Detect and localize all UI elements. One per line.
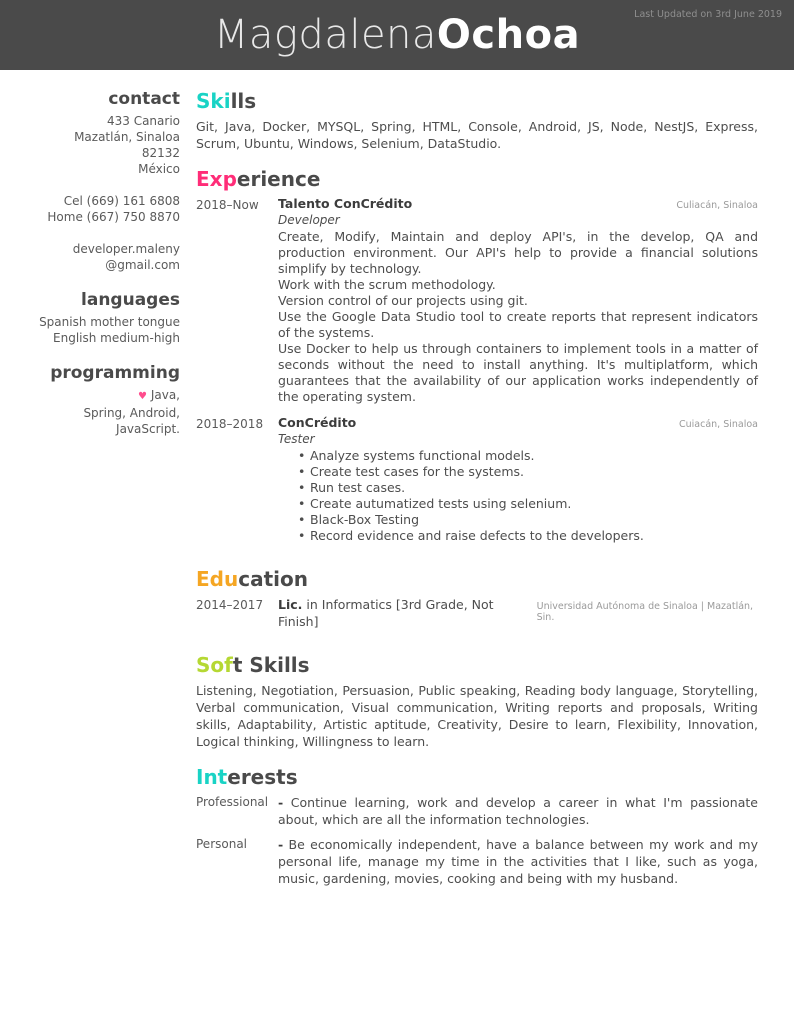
experience-paragraph: Use the Google Data Studio tool to create reports that represent indicators of the systems.: [278, 309, 758, 340]
contact-address-line-2: Mazatlán, Sinaloa: [74, 130, 180, 144]
list-item: • Analyze systems functional models.: [278, 448, 758, 464]
list-item: • Black-Box Testing: [278, 512, 758, 528]
sidebar-languages-heading: languages: [81, 290, 180, 310]
section-title-soft-skills-highlight: Sof: [196, 653, 233, 677]
education-entry-degree: [278, 596, 521, 630]
experience-entry-bullets: [278, 448, 758, 544]
education-entry: [196, 596, 758, 630]
programming-line-1: [0, 387, 180, 405]
experience-entry-company: ConCrédito: [278, 415, 357, 430]
interest-body: Continue learning, work and develop a career in what I'm passionate about, which are all the information technologies.: [278, 795, 758, 827]
contact-phone-home: Home (667) 750 8870: [47, 210, 180, 224]
experience-entry-role: Tester: [278, 432, 315, 446]
education-degree-abbr: Lic.: [278, 597, 303, 612]
section-title-experience: [196, 166, 758, 192]
experience-entry-header: [278, 196, 758, 212]
section-title-soft-skills: [196, 652, 758, 678]
section-skills: [196, 88, 758, 152]
section-title-experience-highlight: Exp: [196, 167, 237, 191]
interest-dash: -: [278, 795, 284, 810]
experience-entry-location: Culiacán, Sinaloa: [676, 200, 758, 211]
last-name: Ochoa: [436, 12, 581, 58]
section-title-interests-highlight: Int: [196, 765, 228, 789]
sidebar-contact-heading: contact: [108, 89, 180, 109]
experience-entry-location: Cuiacán, Sinaloa: [678, 419, 758, 430]
education-entry-university: Universidad Autónoma de Sinaloa | Mazatlán, Sin.: [536, 601, 754, 623]
section-title-education: [196, 566, 758, 592]
first-name: Magdalena: [213, 12, 437, 58]
sidebar-languages-block: [0, 289, 180, 346]
experience-entry: [196, 196, 758, 405]
section-title-skills-rest: lls: [230, 89, 257, 113]
experience-paragraph: Version control of our projects using git.: [278, 293, 528, 308]
list-item: • Record evidence and raise defects to the developers.: [278, 528, 758, 544]
interest-text-professional: [278, 794, 758, 828]
experience-paragraph: Use Docker to help us through containers to implement tools in a matter of seconds without the need to install anything. It's multiplatform, which guarantees that the availability of our application works independently of the operating system.: [278, 341, 758, 404]
document-header: [0, 0, 794, 70]
language-item-english: English medium-high: [53, 331, 180, 345]
contact-email-line-2[interactable]: @gmail.com: [105, 258, 180, 272]
contact-address-line-1: 433 Canario: [106, 114, 180, 128]
experience-entry-role: Developer: [278, 213, 340, 227]
sidebar: [0, 88, 196, 901]
interest-label-professional: Professional: [196, 795, 269, 809]
experience-paragraph: Work with the scrum methodology.: [278, 277, 496, 292]
experience-entry-body: [278, 415, 758, 544]
interest-text-personal: [278, 836, 758, 887]
list-item: • Create test cases for the systems.: [278, 464, 758, 480]
interest-row: [196, 836, 758, 887]
experience-entry-header: [278, 415, 758, 431]
experience-entry-body: [278, 196, 758, 405]
section-title-skills-highlight: Ski: [196, 89, 231, 113]
soft-skills-text: Listening, Negotiation, Persuasion, Public speaking, Reading body language, Storytelling, Verbal communication, Visual communication, Writing reports and proposals, Writing skills, Adaptability, Artistic aptitude, Creativity, Desire to learn, Flexibility, Innovation, Logical thinking, Willingness to learn.: [196, 683, 758, 749]
section-title-education-rest: cation: [238, 567, 308, 591]
section-title-interests: [196, 764, 758, 790]
section-title-skills: [196, 88, 758, 114]
experience-entry-date: 2018–2018: [196, 417, 264, 431]
programming-item-spring-android: Spring, Android,: [83, 406, 180, 420]
section-experience: [196, 166, 758, 544]
contact-address-line-3: 82132: [141, 146, 180, 160]
language-item-spanish: Spanish mother tongue: [39, 315, 180, 329]
list-item: • Run test cases.: [278, 480, 758, 496]
sidebar-contact-block: [0, 88, 180, 273]
section-education: [196, 566, 758, 630]
document-body: [0, 70, 794, 901]
programming-item-javascript: JavaScript.: [116, 422, 180, 436]
education-degree-detail: in Informatics [3rd Grade, Not Finish]: [278, 597, 494, 629]
contact-phone-cell: Cel (669) 161 6808: [63, 194, 180, 208]
experience-entry: [196, 415, 758, 544]
main-content: [196, 88, 794, 901]
section-interests: [196, 764, 758, 887]
skills-text: Git, Java, Docker, MYSQL, Spring, HTML, Console, Android, JS, Node, NestJS, Express, Scrum, Ubuntu, Windows, Selenium, DataStudio.: [196, 119, 758, 151]
section-title-soft-skills-rest: t Skills: [232, 653, 310, 677]
page-title: [213, 12, 581, 58]
interest-row: [196, 794, 758, 828]
list-item: • Create autumatized tests using selenium.: [278, 496, 758, 512]
section-soft-skills: [196, 652, 758, 750]
experience-paragraph: Create, Modify, Maintain and deploy API's, in the develop, QA and production environment. Our API's help to provide a financial solutions simplify by technology.: [278, 229, 758, 276]
experience-entry-company: Talento ConCrédito: [278, 196, 413, 211]
section-title-interests-rest: erests: [227, 765, 298, 789]
last-updated-label: Last Updated on 3rd June 2019: [634, 9, 782, 20]
contact-email-line-1[interactable]: developer.maleny: [72, 242, 180, 256]
education-entry-date: 2014–2017: [196, 598, 264, 612]
experience-entry-description: [278, 229, 758, 405]
interest-body: Be economically independent, have a balance between my work and my personal life, manage my time in the activities that I like, such as yoga, music, gardening, movies, cooking and being with my husband.: [278, 837, 758, 886]
interest-dash: -: [278, 837, 284, 852]
section-title-education-highlight: Edu: [196, 567, 239, 591]
experience-entry-date: 2018–Now: [196, 198, 259, 212]
interest-label-personal: Personal: [196, 837, 248, 851]
section-title-experience-rest: erience: [236, 167, 321, 191]
sidebar-programming-heading: programming: [50, 363, 180, 383]
contact-address-line-4: México: [138, 162, 180, 176]
sidebar-programming-block: [0, 362, 180, 437]
heart-icon: ♥: [138, 391, 147, 402]
programming-item-java: Java,: [150, 388, 180, 402]
